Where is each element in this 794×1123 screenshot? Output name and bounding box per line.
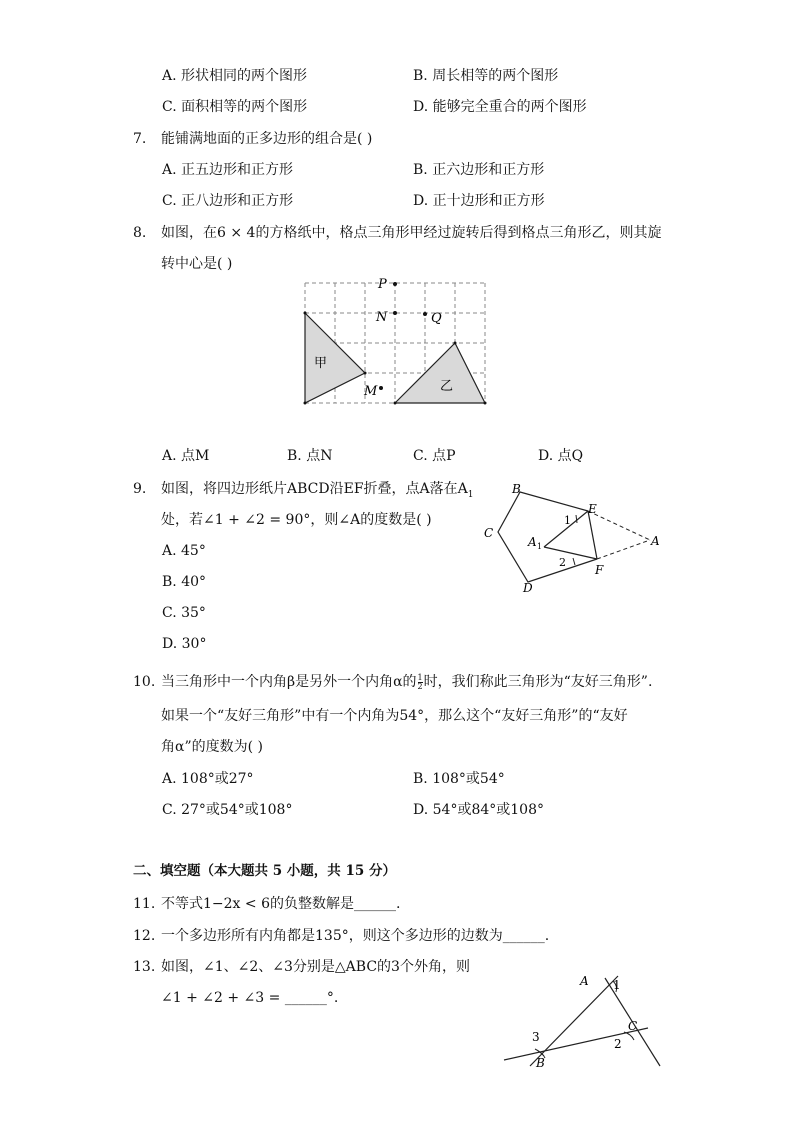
q13-text: ∠1 + ∠2 + ∠3 = (161, 990, 285, 1006)
label-a1-subscript: 1 (537, 542, 543, 551)
line-ab-extended (530, 976, 618, 1066)
label-c: C (628, 1019, 638, 1033)
q11-answer-blank[interactable]: ______ (353, 896, 396, 912)
q10-option-d: D. 54°或84°或108° (413, 802, 544, 818)
label-c: C (484, 526, 494, 540)
q8-option-c: C. 点P (413, 448, 456, 464)
q6-option-c: C. 面积相等的两个图形 (162, 99, 308, 115)
q13-degree: °. (326, 990, 339, 1006)
vertex-dot (364, 372, 367, 375)
q10-stem-line1-b: 时，我们称此三角形为“友好三角形”. (423, 674, 653, 690)
q6-option-a: A. 形状相同的两个图形 (162, 68, 308, 84)
q11-period: . (395, 896, 401, 912)
vertex-dot (394, 402, 397, 405)
q8-stem-line1: 如图，在6 × 4的方格纸中，格点三角形甲经过旋转后得到格点三角形乙，则其旋 (161, 225, 662, 241)
q7-stem: 能铺满地面的正多边形的组合是( ) (161, 131, 373, 147)
q8-option-d: D. 点Q (538, 448, 584, 464)
label-angle-2: 2 (559, 556, 566, 569)
label-angle-1: 1 (564, 514, 571, 527)
q9-number: 9. (133, 481, 147, 497)
section-2-title: 二、填空题（本大题共 5 小题，共 15 分） (133, 863, 396, 879)
q12-number: 12. (133, 928, 156, 944)
q13-stem-line2 (161, 989, 338, 1007)
label-a: A (651, 534, 660, 548)
label-b: B (512, 482, 521, 496)
q9-stem-line1 (161, 480, 473, 504)
label-m: M (364, 384, 378, 399)
q11-number: 11. (133, 896, 156, 912)
vertex-dot (454, 342, 457, 345)
q13-number: 13. (133, 959, 156, 975)
q8-option-a: A. 点M (162, 448, 210, 464)
dashed-ea (588, 511, 650, 540)
q8-number: 8. (133, 225, 147, 241)
angle-mark-2 (573, 558, 575, 565)
q13-triangle-figure (500, 970, 670, 1075)
label-d: D (523, 581, 533, 595)
q10-option-a: A. 108°或27° (162, 771, 254, 787)
q9-option-a: A. 45° (162, 543, 206, 559)
quadrilateral-edges (498, 492, 597, 582)
fraction-one-half (418, 674, 423, 691)
point-p (393, 282, 397, 286)
q8-option-b: B. 点N (287, 448, 333, 464)
q7-option-b: B. 正六边形和正方形 (413, 162, 545, 178)
label-f: F (595, 563, 604, 577)
fold-line-ef (588, 511, 597, 559)
q9-stem-line2: 处，若∠1 + ∠2 = 90°，则∠A的度数是( ) (161, 512, 432, 528)
point-n (393, 311, 397, 315)
label-jia: 甲 (314, 356, 328, 371)
q7-number: 7. (133, 131, 147, 147)
q10-stem-line2: 如果一个“友好三角形”中有一个内角为54°，那么这个“友好三角形”的“友好 (161, 708, 628, 724)
label-yi: 乙 (440, 379, 454, 394)
q11-text: 不等式1−2x < 6的负整数解是 (161, 896, 354, 912)
label-e: E (588, 502, 597, 516)
q9-option-b: B. 40° (162, 574, 207, 590)
q12-stem (161, 927, 549, 945)
q10-option-b: B. 108°或54° (413, 771, 505, 787)
q13-answer-blank[interactable]: ______ (284, 990, 327, 1006)
label-n: N (376, 310, 388, 325)
q6-option-b: B. 周长相等的两个图形 (413, 68, 559, 84)
vertex-dot (304, 402, 307, 405)
angle-mark-1 (576, 515, 577, 523)
q7-option-a: A. 正五边形和正方形 (162, 162, 294, 178)
q10-stem-line1-a: 当三角形中一个内角β是另外一个内角α的 (161, 674, 417, 690)
q7-option-c: C. 正八边形和正方形 (162, 193, 294, 209)
label-angle-2: 2 (614, 1037, 622, 1051)
label-a: A (580, 974, 589, 988)
edge-a1-f (544, 547, 597, 559)
q8-grid-figure (300, 278, 495, 408)
q12-text: 一个多边形所有内角都是135°，则这个多边形的边数为 (161, 928, 503, 944)
q10-stem-line3: 角α”的度数为( ) (161, 739, 263, 755)
label-q: Q (431, 311, 442, 326)
q8-stem-line2: 转中心是( ) (161, 256, 233, 272)
label-angle-1: 1 (613, 978, 621, 992)
label-a1: A (528, 535, 537, 549)
q7-option-d: D. 正十边形和正方形 (413, 193, 545, 209)
q12-period: . (544, 928, 550, 944)
q9-option-d: D. 30° (162, 636, 207, 652)
point-q (423, 312, 427, 316)
q10-number: 10. (133, 674, 156, 690)
vertex-dot (484, 402, 487, 405)
q9-stem-subscript: 1 (467, 489, 474, 500)
q10-stem-line1 (161, 673, 652, 691)
q13-stem-line1: 如图，∠1、∠2、∠3分别是△ABC的3个外角，则 (161, 959, 470, 975)
fraction-numerator: 1 (417, 672, 423, 682)
q9-stem-line1-text: 如图，将四边形纸片ABCD沿EF折叠，点A落在A (161, 481, 468, 497)
q9-option-c: C. 35° (162, 605, 206, 621)
triangle-yi (395, 343, 485, 403)
q11-stem (161, 895, 400, 913)
q10-option-c: C. 27°或54°或108° (162, 802, 293, 818)
q6-option-d: D. 能够完全重合的两个图形 (413, 99, 587, 115)
fraction-denominator: 2 (417, 681, 423, 691)
point-m (379, 386, 383, 390)
label-p: P (378, 277, 387, 292)
q9-fold-figure (480, 478, 670, 598)
label-angle-3: 3 (532, 1030, 540, 1044)
vertex-dot (304, 312, 307, 315)
dashed-fa (597, 540, 650, 559)
label-b: B (536, 1056, 545, 1070)
q12-answer-blank[interactable]: ______ (502, 928, 545, 944)
